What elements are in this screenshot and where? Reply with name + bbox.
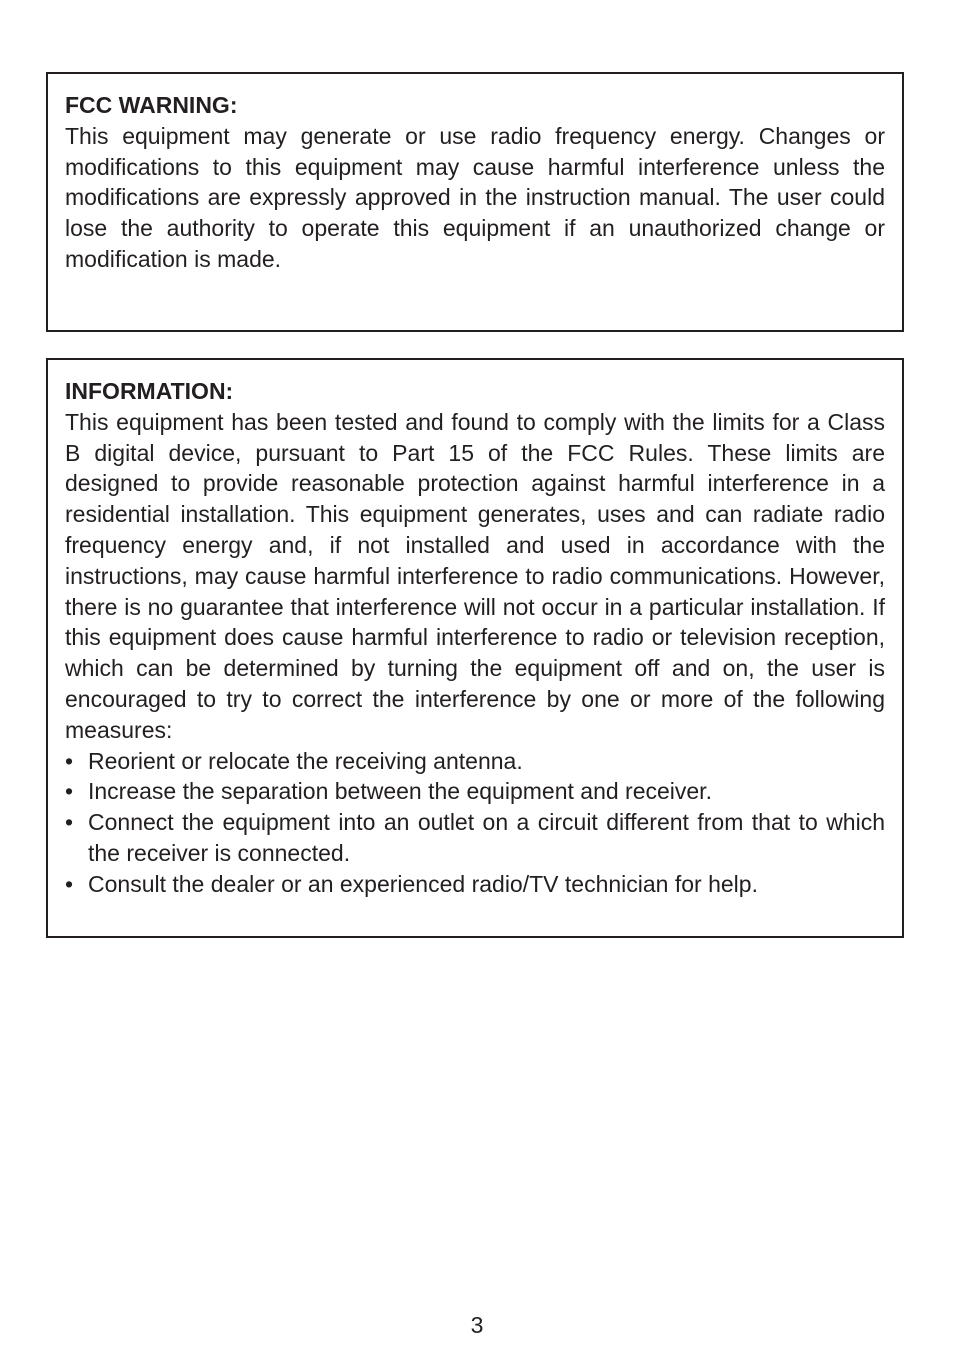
information-text: This equipment has been tested and found to comply with the limits for a Class B digital device, pursuant to Part 15 of the FCC Rules. These limits are designed to provide reasonable protection against harmful interference in a residential installation. This equipment generates, uses and can radiate radio frequency energy and, if not installed and used in accordance with the instructions, may cause harmful interference to radio communications. However, there is no guarantee that interference will not occur in a particular installation. If this equipment does cause harmful interference to radio or television reception, which can be determined by turning the equipment off and on, the user is encouraged to try to correct the interference by one or more of the following measures: — [65, 408, 885, 743]
measure-text: Increase the separation between the equipment and receiver. — [88, 778, 712, 805]
information-box — [46, 358, 904, 938]
list-item — [65, 776, 885, 807]
fcc-warning-text: This equipment may generate or use radio frequency energy. Changes or modifications to this equipment may cause harmful interference unless the modifications are expressly approved in the instruction manual. The user could lose the authority to operate this equipment if an unauthorized change or modification is made. — [65, 122, 885, 272]
measures-list — [65, 746, 885, 900]
list-item — [65, 807, 885, 869]
bullet-icon: • — [65, 778, 74, 805]
page-number: 3 — [470, 1312, 484, 1338]
bullet-icon: • — [65, 809, 74, 836]
list-item — [65, 869, 885, 900]
measure-text: Consult the dealer or an experienced radio/TV technician for help. — [88, 870, 758, 897]
bullet-icon: • — [65, 747, 74, 774]
fcc-warning-heading: FCC WARNING: — [65, 92, 238, 118]
measure-text: Connect the equipment into an outlet on a circuit different from that to which the receiver is connected. — [88, 809, 885, 866]
measure-text: Reorient or relocate the receiving antenna. — [88, 747, 523, 774]
list-item — [65, 746, 885, 777]
fcc-warning-box — [46, 72, 904, 332]
information-heading: INFORMATION: — [65, 378, 234, 404]
bullet-icon: • — [65, 870, 74, 897]
